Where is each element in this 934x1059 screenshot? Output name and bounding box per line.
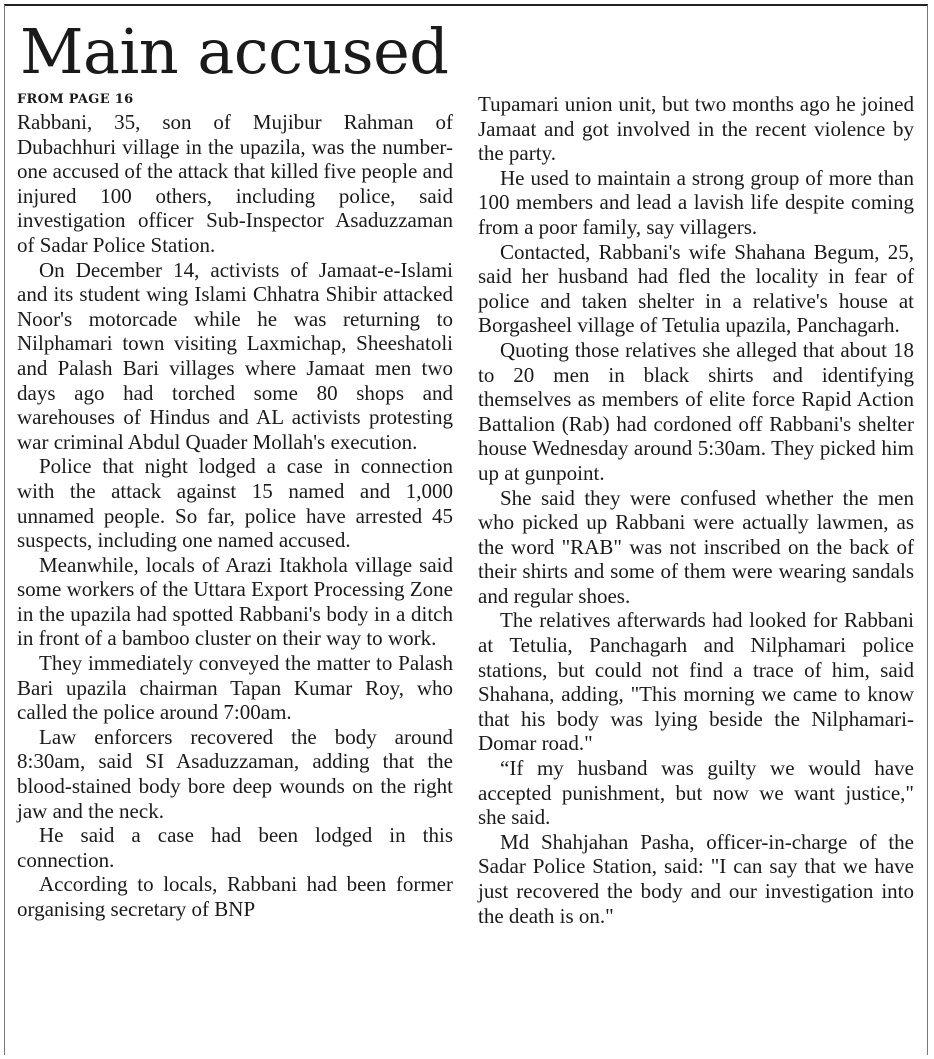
paragraph: He said a case had been lodged in this connection.: [17, 823, 453, 872]
paragraph: The relatives afterwards had looked for Rabbani at Tetulia, Panchagarh and Nilphamari police stations, but could not find a trace of him, said Shahana, adding, "This morning we came to know that his body was lying beside the Nilphamari-Domar road.": [478, 608, 914, 756]
paragraph: According to locals, Rabbani had been former organising secretary of BNP: [17, 872, 453, 921]
paragraph: Md Shahjahan Pasha, officer-in-charge of the Sadar Police Station, said: "I can say that we have just recovered the body and our investigation into the death is on.": [478, 829, 914, 928]
paragraph: On December 14, activists of Jamaat-e-Islami and its student wing Islami Chhatra Shibir attacked Noor's motorcade while he was returning to Nilphamari town visiting Laxmichap, Sheeshatoli and Palash Bari villages where Jamaat men two days ago had torched some 80 shops and warehouses of Hindus and AL activists protesting war criminal Abdul Quader Mollah's execution.: [17, 257, 453, 454]
paragraph: Law enforcers recovered the body around 8:30am, said SI Asaduzzaman, adding that the blood-stained body bore deep wounds on the right jaw and the neck.: [17, 724, 453, 823]
paragraph: “If my husband was guilty we would have accepted punishment, but now we want justice," she said.: [478, 756, 914, 830]
right-column: [478, 92, 914, 928]
left-column: [17, 92, 453, 922]
paragraph: Contacted, Rabbani's wife Shahana Begum, 25, said her husband had fled the locality in fear of police and taken shelter in a relative's house at Borgasheel village of Tetulia upazila, Panchagarh.: [478, 239, 914, 338]
paragraph: Police that night lodged a case in connection with the attack against 15 named and 1,000 unnamed people. So far, police have arrested 45 suspects, including one named accused.: [17, 454, 453, 553]
paragraph: He used to maintain a strong group of more than 100 members and lead a lavish life despite coming from a poor family, say villagers.: [478, 165, 914, 239]
paragraph: They immediately conveyed the matter to Palash Bari upazila chairman Tapan Kumar Roy, who called the police around 7:00am.: [17, 651, 453, 725]
paragraph: She said they were confused whether the men who picked up Rabbani were actually lawmen, as the word "RAB" was not inscribed on the back of their shirts and some of them were wearing sandals and regular shoes.: [478, 485, 914, 608]
paragraph: Tupamari union unit, but two months ago he joined Jamaat and got involved in the recent violence by the party.: [478, 92, 914, 166]
paragraph: Meanwhile, locals of Arazi Itakhola village said some workers of the Uttara Export Processing Zone in the upazila had spotted Rabbani's body in a ditch in front of a bamboo cluster on their way to work.: [17, 552, 453, 651]
paragraph: Quoting those relatives she alleged that about 18 to 20 men in black shirts and identifying themselves as members of elite force Rapid Action Battalion (Rab) had cordoned off Rabbani's shelter house Wednesday around 5:30am. They picked him up at gunpoint.: [478, 337, 914, 485]
headline: Main accused: [20, 15, 449, 88]
continuation-kicker: FROM PAGE 16: [17, 92, 134, 107]
paragraph: Rabbani, 35, son of Mujibur Rahman of Dubachhuri village in the upazila, was the number-one accused of the attack that killed five people and injured 100 others, including police, said investigation officer Sub-Inspector Asaduzzaman of Sadar Police Station.: [17, 110, 453, 257]
